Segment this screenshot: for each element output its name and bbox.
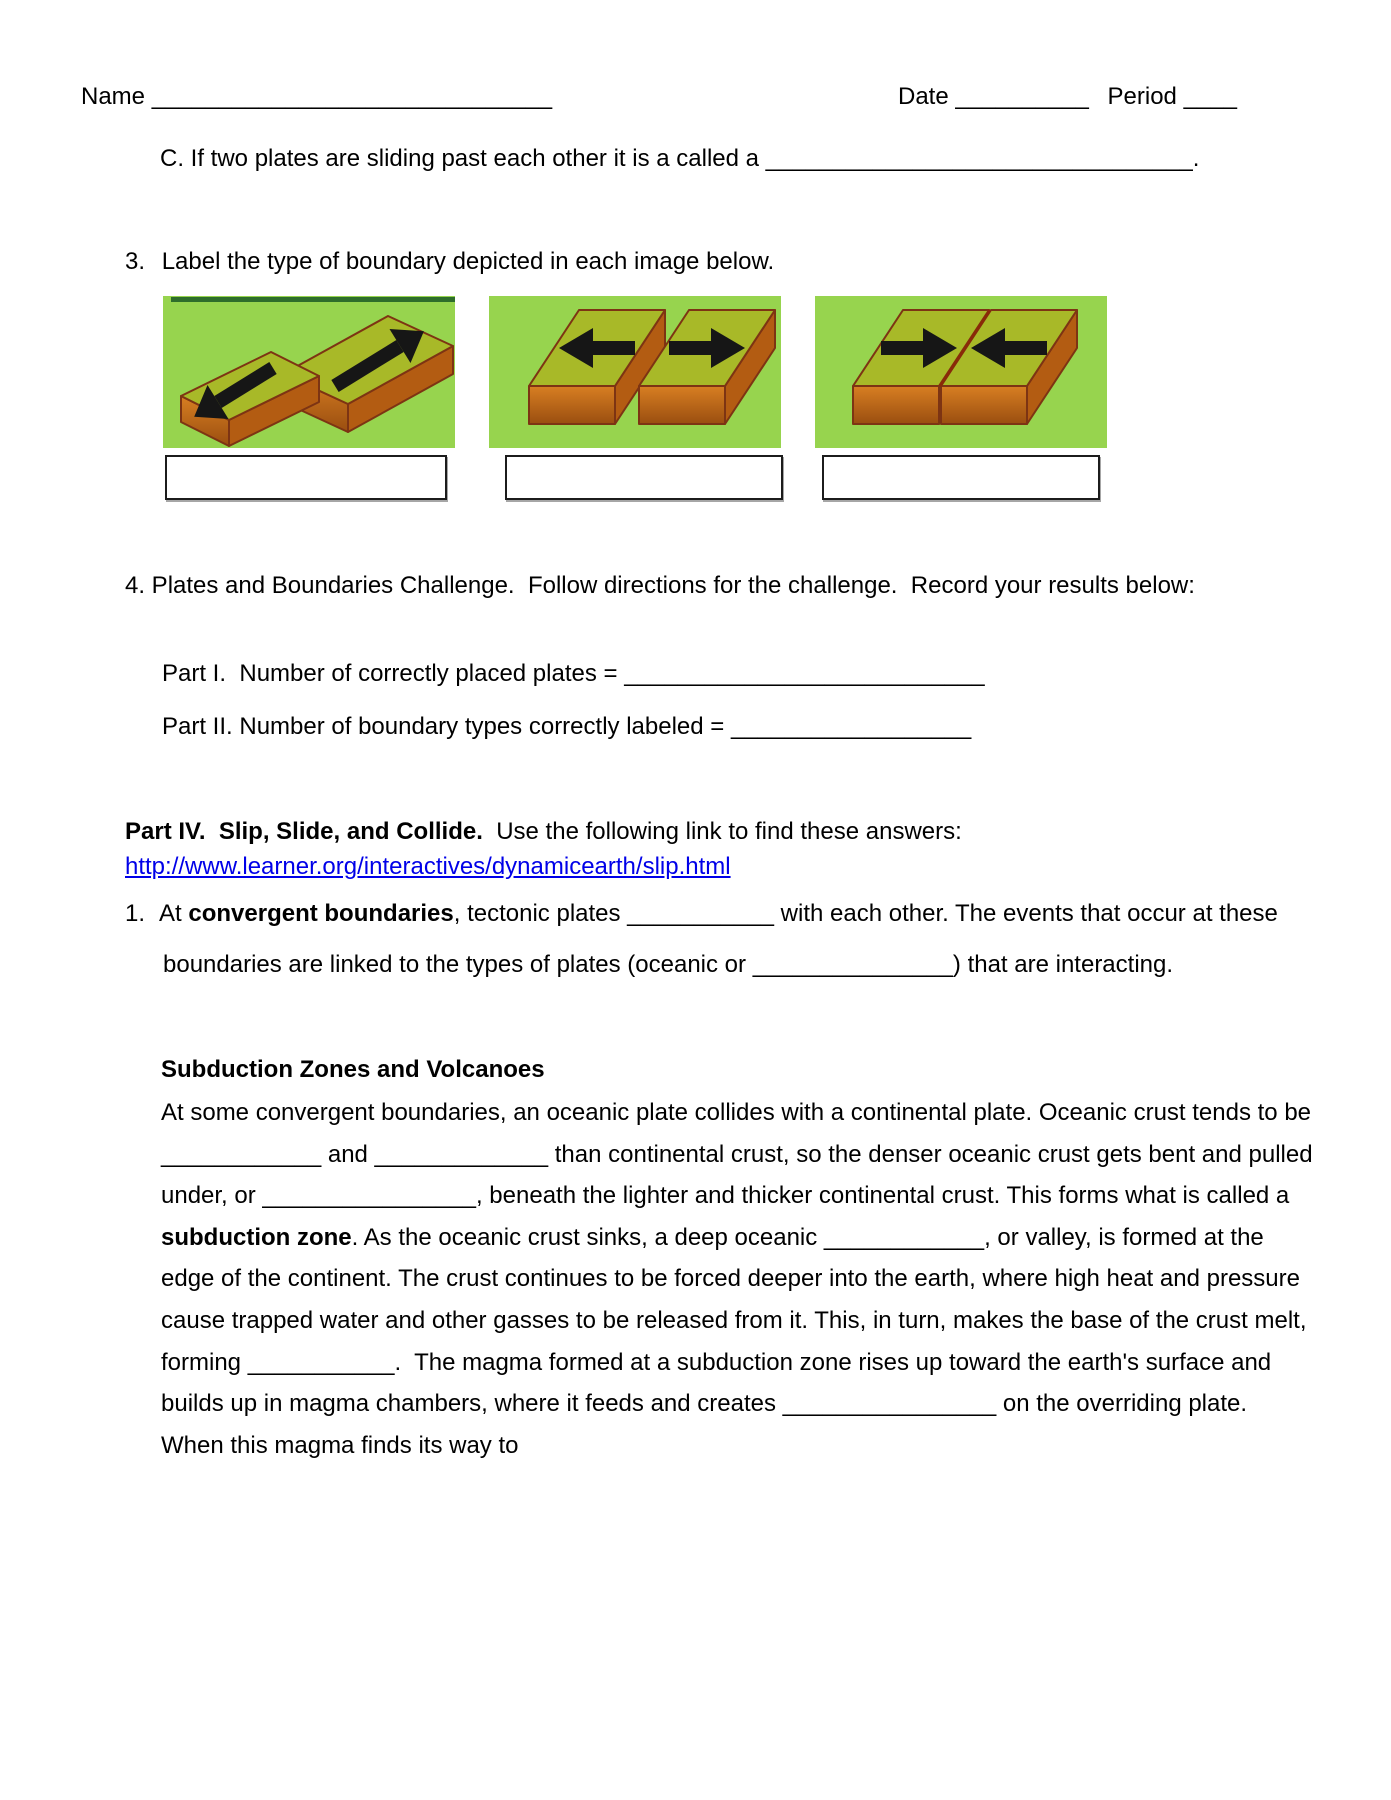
question-c [160, 145, 1199, 173]
question-1-text-bold: convergent boundaries [188, 900, 454, 927]
date-label: Date [898, 83, 949, 110]
period-blank: ____ [1183, 83, 1237, 110]
subduction-text-post: . As the oceanic crust sinks, a deep oceanic ____________, or valley, is formed at the edge of the continent. The crust continues to be forced deeper into the earth, where high heat and pressure cause trapped water and other gasses to be released from it. This, in turn, makes the base of the crust melt, forming ___________. The magma formed at a subduction zone rises up toward the earth's surface and builds up in magma chambers, where it feeds and creates ________________ on the overriding plate. When this magma finds its way to [161, 1223, 1307, 1459]
period-label: Period [1107, 83, 1177, 110]
question-4 [125, 560, 1353, 611]
question-3-number: 3. [125, 248, 146, 275]
answer-box-2 [505, 455, 783, 500]
name-line [81, 83, 552, 111]
question-c-text: C. If two plates are sliding past each other it is a called a [160, 145, 759, 172]
answer-box-1 [165, 455, 447, 500]
part-2-label: Part II. Number of boundary types correctly labeled = [162, 713, 725, 740]
dark-green-strip [171, 297, 455, 302]
subduction-heading: Subduction Zones and Volcanoes [161, 1056, 545, 1083]
question-c-period: . [1192, 145, 1200, 172]
part-1-label: Part I. Number of correctly placed plates = [162, 660, 618, 687]
boundary-diagram-row [163, 296, 1107, 448]
question-1-text-post: , tectonic plates ___________ with each other. The events that occur at these boundaries are linked to the types of plates (oceanic or _______________) that are interacting. [163, 900, 1278, 978]
question-c-blank: ________________________________ [765, 145, 1193, 172]
part-4-heading-bold: Part IV. Slip, Slide, and Collide. [125, 818, 483, 845]
question-1-text-pre: At [159, 900, 189, 927]
name-label: Name [81, 83, 146, 110]
part-1-blank: ___________________________ [624, 660, 985, 687]
transform-boundary-diagram [163, 296, 455, 448]
subduction-text-pre: At some convergent boundaries, an oceanic plate collides with a continental plate. Oceanic crust tends to be ____________ and _____________ than continental crust, so the denser oceanic crust gets bent and pulled under, or ________________, beneath the lighter and thicker continental crust. This forms what is called a [161, 1099, 1313, 1210]
date-blank: __________ [955, 83, 1089, 110]
convergent-boundary-diagram [815, 296, 1107, 448]
part-4-heading-rest: Use the following link to find these answers: [482, 818, 962, 845]
question-3-text: Label the type of boundary depicted in each image below. [161, 248, 775, 275]
name-blank: ______________________________ [151, 83, 553, 110]
slip-slide-collide-link[interactable]: http://www.learner.org/interactives/dynamicearth/slip.html [125, 853, 731, 880]
part-2-result-line [162, 713, 971, 741]
part-4-heading [125, 818, 962, 846]
subduction-text-bold: subduction zone [161, 1223, 352, 1251]
subduction-paragraph [161, 1092, 1313, 1466]
question-3 [125, 248, 774, 276]
answer-box-3 [822, 455, 1100, 500]
divergent-boundary-diagram [489, 296, 781, 448]
part-1-result-line [162, 660, 985, 688]
question-1-number: 1. [125, 900, 146, 927]
part-4-question-1 [125, 888, 1355, 990]
date-period-line [898, 83, 1237, 111]
question-4-text: 4. Plates and Boundaries Challenge. Follow directions for the challenge. Record your results below: [125, 572, 1195, 599]
part-4-link-line [125, 853, 731, 881]
part-2-blank: __________________ [730, 713, 972, 740]
